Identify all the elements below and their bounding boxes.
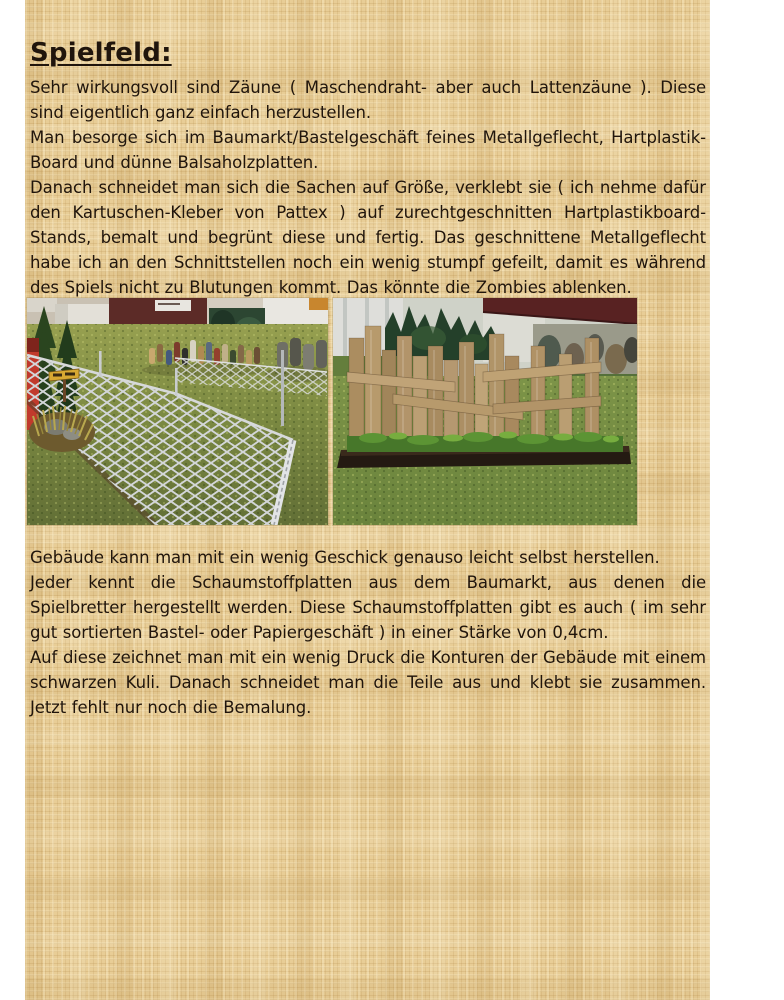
paragraph-buildings-intro: Gebäude kann man mit ein wenig Geschick genauso leicht selbst herstellen. — [30, 548, 660, 567]
chainlink-fence-illustration — [27, 298, 328, 525]
paragraph-assembly: Danach schneidet man sich die Sachen auf Größe, verklebt sie ( ich nehme dafür den Kartuschen-Kleber von Pattex ) auf zurechtgeschnitten Hartplastikboard-Stands, bemalt und begrünt diese und fertig. Das geschnittene Metallgeflecht habe ich an den Schnittstellen noch ein wenig stumpf gefeilt, damit es während des Spiels nicht zu Blutungen kommt. Das könnte die Zombies ablenken. — [30, 178, 706, 297]
photo-chainlink-fence — [27, 298, 328, 525]
photo-wooden-fence — [333, 298, 637, 525]
paragraph-materials: Man besorge sich im Baumarkt/Bastelgeschäft feines Metallgeflecht, Hartplastik-Board und dünne Balsaholzplatten. — [30, 128, 706, 172]
buildings-text-block — [30, 545, 706, 720]
textured-paper-background — [25, 0, 710, 1000]
page-title: Spielfeld: — [30, 38, 172, 68]
wooden-fence-illustration — [333, 298, 637, 525]
paragraph-fences-intro: Sehr wirkungsvoll sind Zäune ( Maschendraht- aber auch Lattenzäune ). Diese sind eigentlich ganz einfach herzustellen. — [30, 78, 706, 122]
intro-text-block — [30, 38, 706, 300]
paragraph-drawing-cutting: Auf diese zeichnet man mit ein wenig Druck die Konturen der Gebäude mit einem schwarzen Kuli. Danach schneidet man die Teile aus und klebt sie zusammen. Jetzt fehlt nur noch die Bemalung. — [30, 648, 706, 717]
photo-row — [27, 298, 707, 525]
paragraph-foam-boards: Jeder kennt die Schaumstoffplatten aus dem Baumarkt, aus denen die Spielbretter hergestellt werden. Diese Schaumstoffplatten gibt es auch ( im sehr gut sortierten Bastel- oder Papiergeschäft ) in einer Stärke von 0,4cm. — [30, 573, 706, 642]
